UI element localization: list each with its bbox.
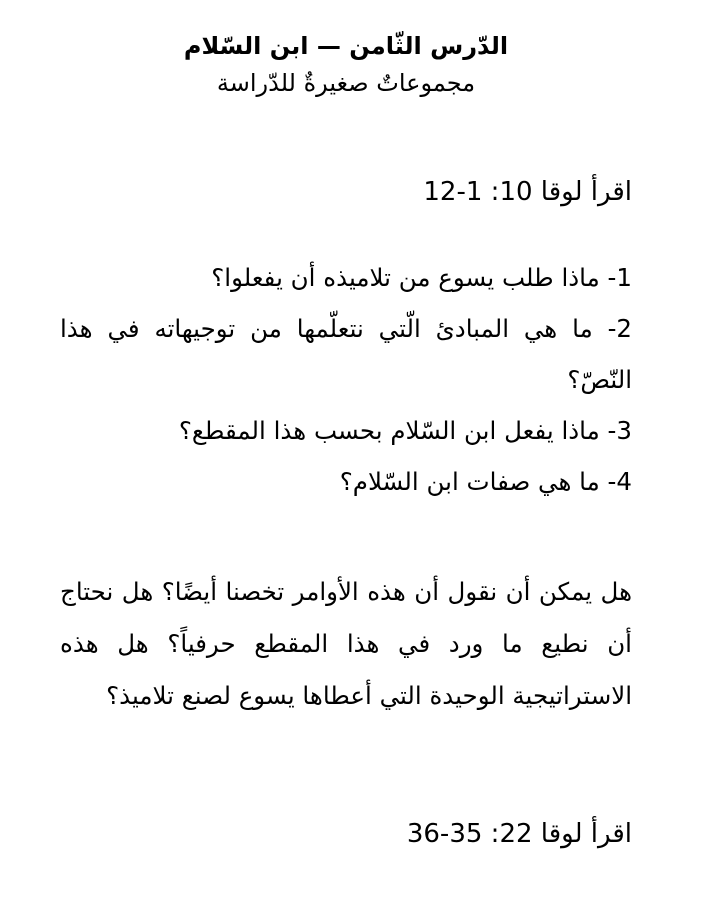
lesson-title: الدّرس الثّامن — ابن السّلام [183,32,509,60]
lesson-header [60,28,632,102]
scripture-reference-luke-10: اقرأ لوقا 10: 1-12 [423,177,632,207]
lesson-subtitle: مجموعاتٌ صغيرةٌ للدّراسة [216,69,476,97]
scripture-reference-luke-22: اقرأ لوقا 22: 35-36 [406,819,632,849]
question-item-3: 3- ماذا يفعل ابن السّلام بحسب هذا المقطع؟ [178,416,632,445]
question-item-4: 4- ما هي صفات ابن السّلام؟ [339,467,632,496]
question-item-1: 1- ماذا طلب يسوع من تلاميذه أن يفعلوا؟ [211,263,632,292]
question-item-2: 2- ما هي المبادئ الّتي نتعلّمها من توجيهاته في هذا النّصّ؟ [60,314,632,394]
lesson-page [60,0,632,918]
reflection-paragraph: هل يمكن أن نقول أن هذه الأوامر تخصنا أيضًا؟ هل نحتاج أن نطيع ما ورد في هذا المقطع حرفياً؟ هل هذه الاستراتيجية الوحيدة التي أعطاها يسوع لصنع تلاميذ؟ [60,577,632,710]
discussion-questions [60,252,632,507]
